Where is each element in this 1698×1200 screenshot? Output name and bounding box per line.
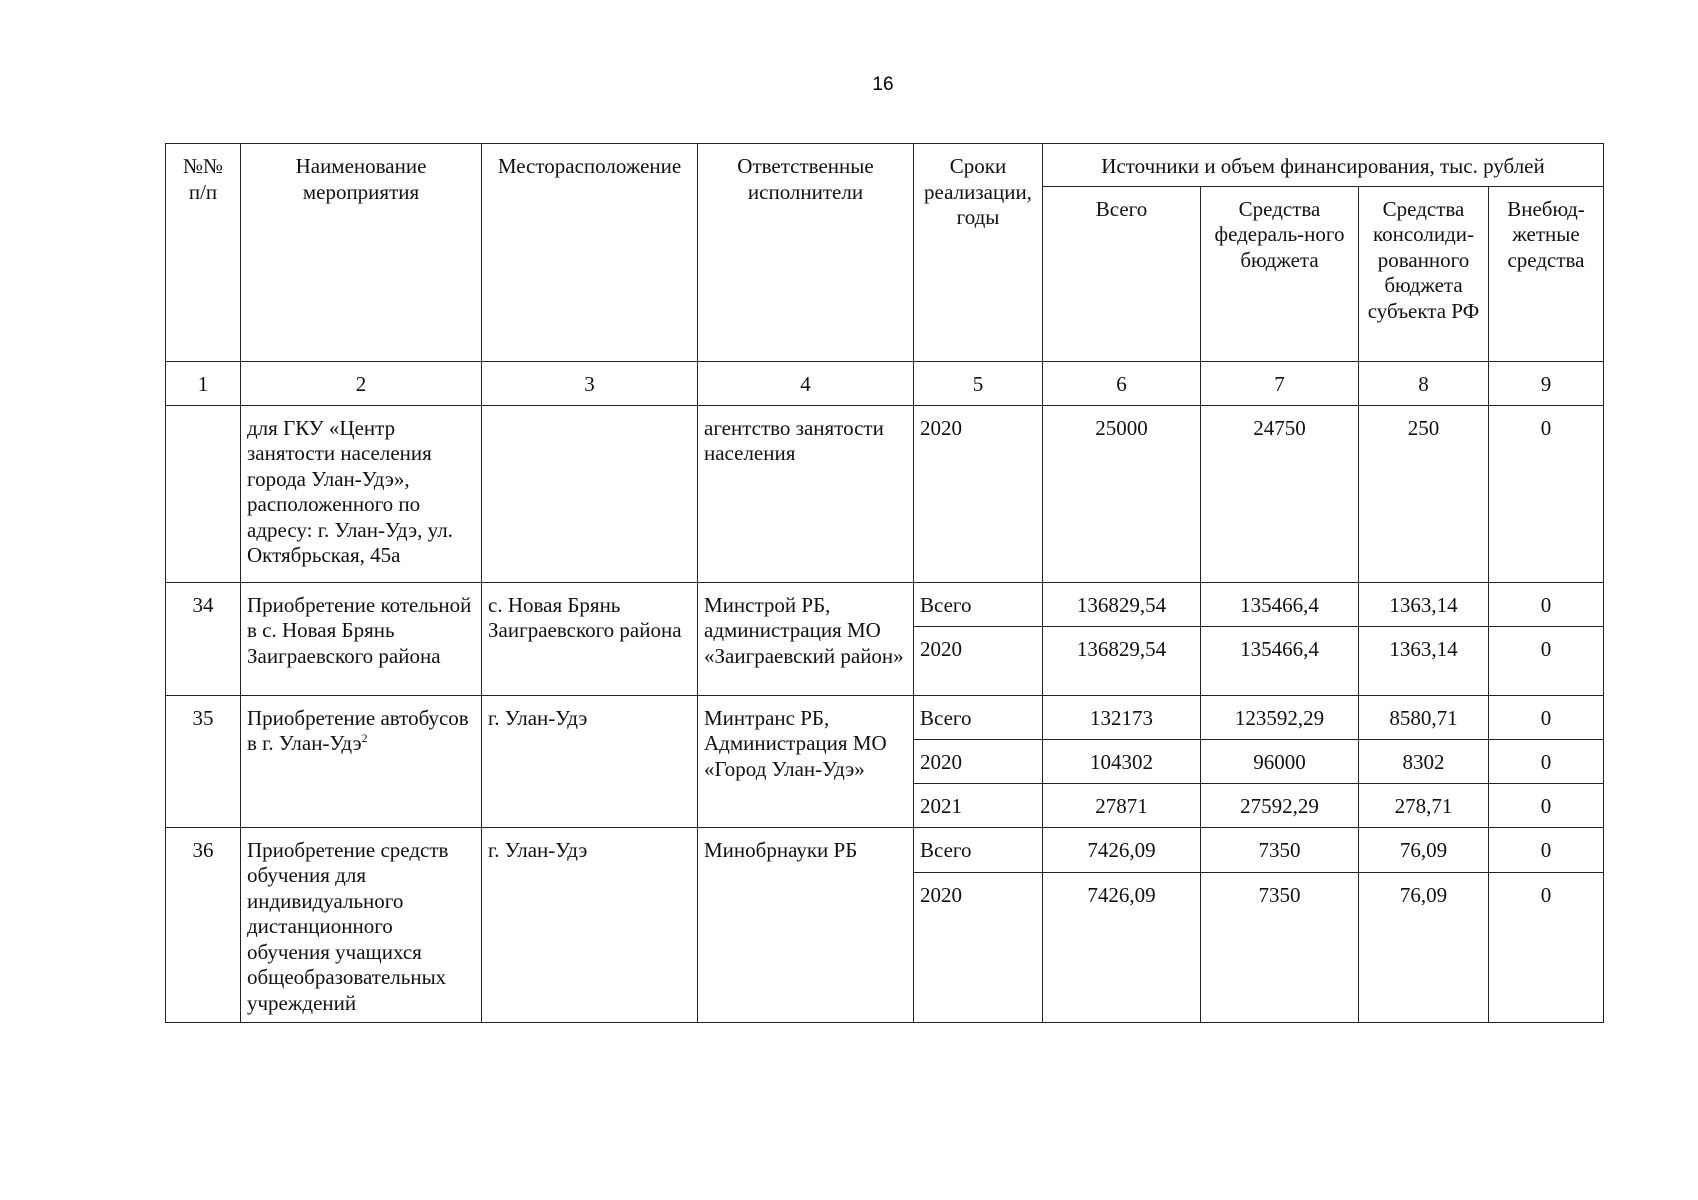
row-extra: 0 — [1489, 783, 1604, 827]
header-financing: Источники и объем финансирования, тыс. рублей — [1043, 144, 1604, 187]
row-location — [482, 405, 698, 582]
row-regional: 278,71 — [1359, 783, 1489, 827]
row-regional: 8580,71 — [1359, 695, 1489, 739]
header-federal: Средства федераль-ного бюджета — [1201, 186, 1359, 361]
row-year: 2020 — [914, 739, 1043, 783]
row-total: 104302 — [1043, 739, 1201, 783]
row-total: 136829,54 — [1043, 626, 1201, 695]
row-federal: 7350 — [1201, 873, 1359, 1023]
row-extra: 0 — [1489, 739, 1604, 783]
row-year: 2020 — [914, 873, 1043, 1023]
row-location: с. Новая Брянь Заиграевского района — [482, 582, 698, 695]
row-regional: 250 — [1359, 405, 1489, 582]
row-regional: 8302 — [1359, 739, 1489, 783]
column-number: 6 — [1043, 361, 1201, 405]
column-number: 7 — [1201, 361, 1359, 405]
row-num: 35 — [166, 695, 241, 827]
table-row — [166, 405, 1604, 582]
row-name: для ГКУ «Центр занятости населения города Улан-Удэ», расположенного по адресу: г. Улан-Удэ, ул. Октябрьская, 45а — [241, 405, 482, 582]
row-responsible: Минстрой РБ, администрация МО «Заиграевский район» — [698, 582, 914, 695]
row-name: Приобретение средств обучения для индивидуального дистанционного обучения учащихся общеобразовательных учреждений — [241, 827, 482, 1023]
column-number: 2 — [241, 361, 482, 405]
row-regional: 76,09 — [1359, 873, 1489, 1023]
row-federal: 7350 — [1201, 827, 1359, 873]
column-number: 4 — [698, 361, 914, 405]
row-total: 27871 — [1043, 783, 1201, 827]
row-location: г. Улан-Удэ — [482, 695, 698, 827]
column-number: 9 — [1489, 361, 1604, 405]
row-federal: 135466,4 — [1201, 626, 1359, 695]
row-year: 2021 — [914, 783, 1043, 827]
column-number: 5 — [914, 361, 1043, 405]
row-extra: 0 — [1489, 695, 1604, 739]
row-year: Всего — [914, 582, 1043, 626]
row-extra: 0 — [1489, 405, 1604, 582]
header-total: Всего — [1043, 186, 1201, 361]
row-num: 36 — [166, 827, 241, 1023]
row-total: 7426,09 — [1043, 873, 1201, 1023]
row-name-text: Приобретение автобусов в г. Улан-Удэ — [247, 705, 469, 755]
row-name — [241, 695, 482, 827]
row-total: 25000 — [1043, 405, 1201, 582]
financing-table — [165, 143, 1604, 1023]
row-regional: 1363,14 — [1359, 582, 1489, 626]
row-regional: 76,09 — [1359, 827, 1489, 873]
header-responsible: Ответственные исполнители — [698, 144, 914, 362]
row-year: Всего — [914, 827, 1043, 873]
row-responsible: агентство занятости населения — [698, 405, 914, 582]
table-header-row — [166, 144, 1604, 187]
header-location: Месторасположение — [482, 144, 698, 362]
header-regional: Средства консолиди-рованного бюджета субъекта РФ — [1359, 186, 1489, 361]
row-extra: 0 — [1489, 873, 1604, 1023]
row-regional: 1363,14 — [1359, 626, 1489, 695]
column-number: 8 — [1359, 361, 1489, 405]
header-terms: Сроки реализации, годы — [914, 144, 1043, 362]
row-federal: 27592,29 — [1201, 783, 1359, 827]
page-number: 16 — [872, 74, 894, 95]
row-federal: 24750 — [1201, 405, 1359, 582]
row-extra: 0 — [1489, 626, 1604, 695]
column-number: 1 — [166, 361, 241, 405]
row-total: 136829,54 — [1043, 582, 1201, 626]
row-name: Приобретение котельной в с. Новая Брянь Заиграевского района — [241, 582, 482, 695]
footnote-mark: 2 — [361, 731, 368, 745]
header-num: №№ п/п — [166, 144, 241, 362]
row-num: 34 — [166, 582, 241, 695]
row-location: г. Улан-Удэ — [482, 827, 698, 1023]
row-federal: 96000 — [1201, 739, 1359, 783]
row-extra: 0 — [1489, 827, 1604, 873]
column-number: 3 — [482, 361, 698, 405]
row-num — [166, 405, 241, 582]
row-total: 7426,09 — [1043, 827, 1201, 873]
header-name: Наименование мероприятия — [241, 144, 482, 362]
column-number-row — [166, 361, 1604, 405]
row-federal: 123592,29 — [1201, 695, 1359, 739]
table-row — [166, 695, 1604, 739]
row-extra: 0 — [1489, 582, 1604, 626]
table-row — [166, 827, 1604, 873]
row-responsible: Минтранс РБ, Администрация МО «Город Улан-Удэ» — [698, 695, 914, 827]
row-total: 132173 — [1043, 695, 1201, 739]
table-row — [166, 582, 1604, 626]
header-extra: Внебюд-жетные средства — [1489, 186, 1604, 361]
row-year: 2020 — [914, 626, 1043, 695]
row-year: 2020 — [914, 405, 1043, 582]
row-federal: 135466,4 — [1201, 582, 1359, 626]
row-year: Всего — [914, 695, 1043, 739]
row-responsible: Минобрнауки РБ — [698, 827, 914, 1023]
